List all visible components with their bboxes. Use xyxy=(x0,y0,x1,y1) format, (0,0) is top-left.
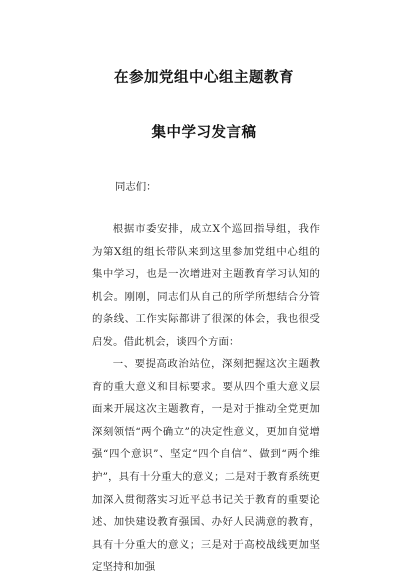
document-title-line-1: 在参加党组中心组主题教育 xyxy=(114,70,294,86)
document-title-line-2: 集中学习发言稿 xyxy=(151,125,257,141)
paragraph-intro: 根据市委安排，成立X个巡回指导组，我作为第X组的组长带队来到这里参加党组中心组的集中学习，也是一次增进对主题教育学习认知的机会。刚刚，同志们从自己的所学所想结合分管的条线、工作实际都讲了很深的体会，我也很受启发。借此机会，谈四个方面： xyxy=(92,223,320,348)
salutation: 同志们： xyxy=(115,181,157,193)
paragraph-section-one: 一、要提高政治站位，深刻把握这次主题教育的重大意义和目标要求。要从四个重大意义层面来开展这次主题教育，一是对于推动全党更加深刻领悟“两个确立”的决定性意义，更加自觉增强“四个意识”、坚定“四个自信”、做到“两个维护”，具有十分重大的意义；二是对于教育系统更加深入贯彻落实习近平总书记关于教育的重要论述、加快建设教育强国、办好人民满意的教育，具有十分重大的意义；三是对于高校战线更加坚定坚持和加强 xyxy=(92,358,320,574)
